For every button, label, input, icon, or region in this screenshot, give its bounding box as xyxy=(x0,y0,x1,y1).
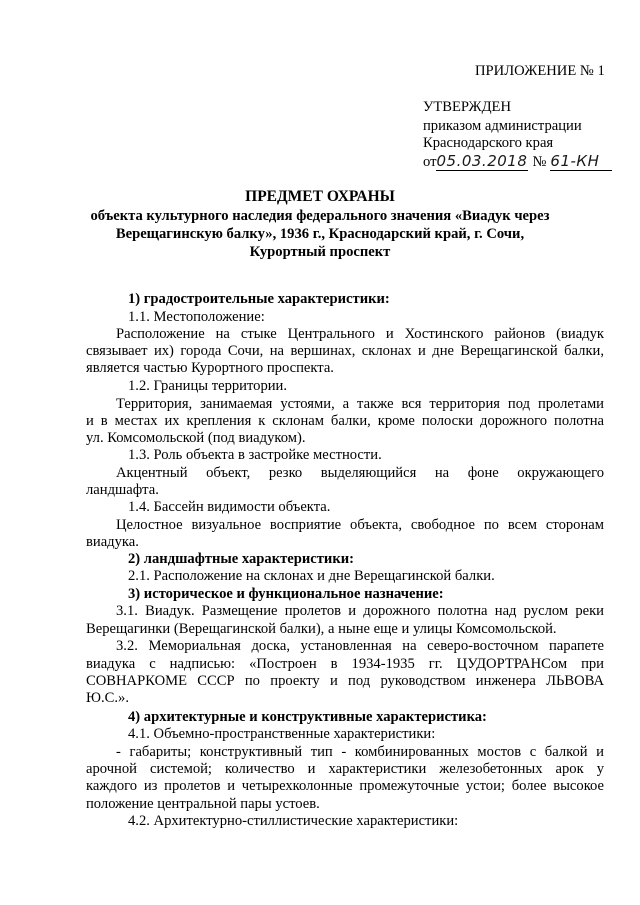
item-1-1-text-line1: Расположение на стыке Центрального и Хостинского районов (виадук xyxy=(116,326,604,342)
subtitle-line1: объекта культурного наследия федерального значения «Виадук через xyxy=(90,208,550,224)
section-3-heading: 3) историческое и функциональное назначение: xyxy=(128,586,444,602)
section-4-heading: 4) архитектурные и конструктивные характеристика: xyxy=(128,709,487,725)
item-4-1-text-line4: положение центральной пары устоев. xyxy=(86,796,320,812)
item-1-3-text-line2: ландшафта. xyxy=(86,482,159,498)
approval-order-line2: Краснодарского края xyxy=(423,135,554,151)
item-1-3-text-line1: Акцентный объект, резко выделяющийся на фоне окружающего xyxy=(116,465,604,481)
item-3-2-line1: 3.2. Мемориальная доска, установленная на северо-восточном парапете xyxy=(116,638,604,654)
item-3-1-line2: Верещагинки (Верещагинской балки), а ныне еще и улицы Комсомольской. xyxy=(86,621,557,637)
item-1-2: 1.2. Границы территории. xyxy=(128,378,288,394)
date-prefix: от xyxy=(423,154,437,170)
item-3-2-line4: Ю.С.». xyxy=(86,690,129,706)
item-4-1-text-line3: каждого из пролетов и четырехколонные промежуточные устои; более высокое xyxy=(86,778,604,794)
approval-order-line1: приказом администрации xyxy=(423,118,582,134)
item-1-2-text-line1: Территория, занимаемая устоями, а также вся территория под пролетами xyxy=(116,396,604,412)
item-4-1: 4.1. Объемно-пространственные характеристики: xyxy=(128,726,436,742)
section-1-heading: 1) градостроительные характеристики: xyxy=(128,291,390,307)
item-1-4-text-line1: Целостное визуальное восприятие объекта, свободное по всем сторонам xyxy=(116,517,604,533)
approval-label: УТВЕРЖДЕН xyxy=(423,99,511,115)
item-1-1: 1.1. Местоположение: xyxy=(128,309,265,325)
item-1-4-text-line2: виадука. xyxy=(86,534,139,550)
handwritten-date: 05.03.2018 xyxy=(436,152,528,170)
item-3-2-line2: виадука с надписью: «Построен в 1934-1935 гг. ЦУДОРТРАНСом при xyxy=(86,656,604,672)
subtitle-line3: Курортный проспект xyxy=(249,244,391,260)
approval-date-line xyxy=(423,153,612,171)
handwritten-number: 61-КН xyxy=(550,153,612,171)
item-1-3: 1.3. Роль объекта в застройке местности. xyxy=(128,447,382,463)
item-1-4: 1.4. Бассейн видимости объекта. xyxy=(128,499,331,515)
appendix-label: ПРИЛОЖЕНИЕ № 1 xyxy=(475,63,605,79)
item-3-2-line3: СОВНАРКОМЕ СССР по проекту и под руководством инженера ЛЬВОВА xyxy=(86,673,604,689)
item-1-2-text-line3: ул. Комсомольской (под виадуком). xyxy=(86,430,306,446)
item-2-1: 2.1. Расположение на склонах и дне Верещагинской балки. xyxy=(128,568,495,584)
item-4-2: 4.2. Архитектурно-стиллистические характеристики: xyxy=(128,813,459,829)
item-1-2-text-line2: и в местах их крепления к склонам балки, кроме полоски дорожного полотна xyxy=(86,413,604,429)
item-4-1-text-line1: - габариты; конструктивный тип - комбинированных мостов с балкой и xyxy=(116,744,604,760)
item-1-1-text-line3: является частью Курортного проспекта. xyxy=(86,360,334,376)
item-4-1-text-line2: арочной системой; количество и характеристики железобетонных арок у xyxy=(86,761,604,777)
document-title: ПРЕДМЕТ ОХРАНЫ xyxy=(245,188,395,205)
item-3-1-line1: 3.1. Виадук. Размещение пролетов и дорожного полотна над руслом реки xyxy=(116,603,604,619)
number-prefix: № xyxy=(532,154,547,170)
subtitle-line2: Верещагинскую балку», 1936 г., Краснодарский край, г. Сочи, xyxy=(115,226,525,242)
section-2-heading: 2) ландшафтные характеристики: xyxy=(128,551,355,567)
item-1-1-text-line2: связывает их) города Сочи, на вершинах, склонах и дне Верещагинской балки, xyxy=(86,343,604,359)
